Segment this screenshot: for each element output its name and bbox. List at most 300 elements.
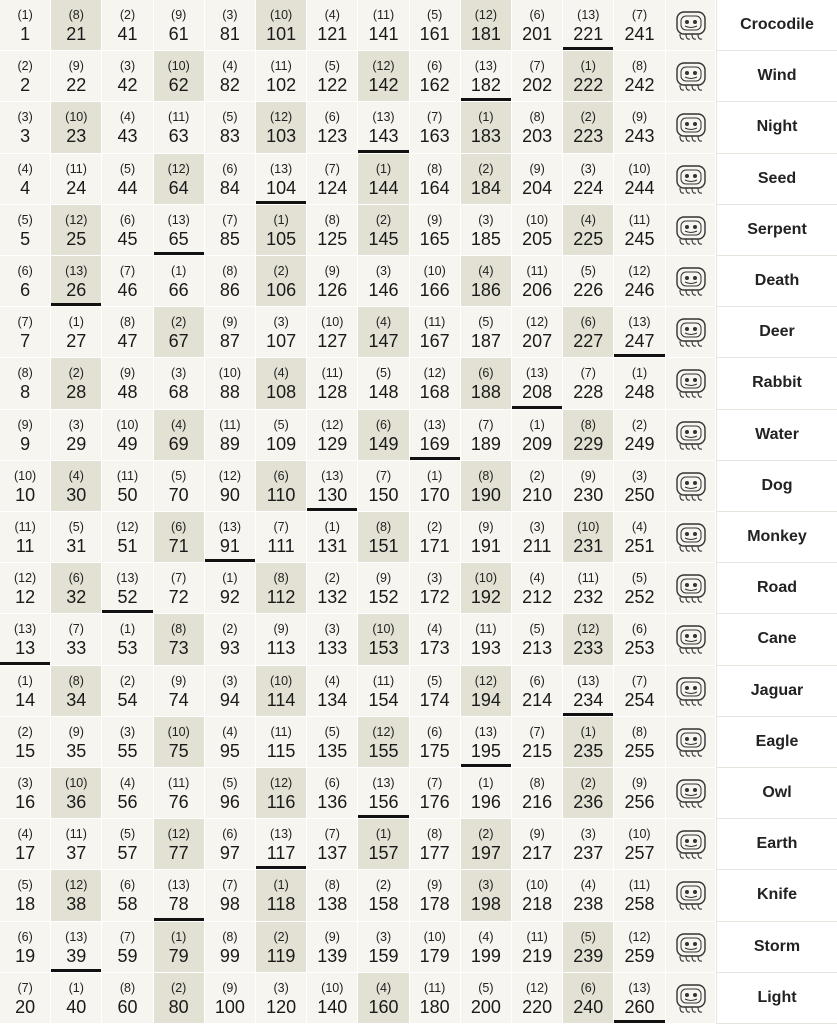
day-number: 203 [522, 126, 553, 147]
trecena-number: (6) [375, 417, 392, 432]
day-sign-name: Seed [716, 154, 837, 205]
trecena-number: (12) [65, 212, 88, 227]
trecena-number: (8) [375, 520, 392, 534]
trecena-number: (4) [529, 571, 545, 586]
day-cell [154, 256, 205, 307]
day-number: 189 [470, 433, 501, 454]
day-number: 75 [168, 740, 189, 761]
trecena-number: (11) [168, 110, 190, 125]
day-number: 42 [117, 75, 138, 96]
trecena-number: (6) [324, 110, 340, 125]
trecena-number: (8) [222, 264, 238, 278]
day-sign-name: Water [716, 410, 837, 461]
day-number: 255 [624, 740, 655, 761]
day-number: 205 [522, 228, 553, 249]
day-number: 175 [419, 740, 450, 761]
day-cell [102, 768, 153, 819]
trecena-number: (3) [375, 264, 392, 278]
day-cell [205, 358, 256, 409]
day-cell [512, 819, 563, 870]
day-number: 51 [117, 536, 138, 556]
day-cell [512, 205, 563, 256]
rabbit-glyph-icon [666, 358, 716, 409]
day-cell [0, 205, 51, 256]
trecena-number: (3) [17, 776, 33, 790]
trecena-number: (10) [218, 366, 241, 381]
day-number: 97 [219, 843, 240, 864]
day-cell [461, 717, 512, 768]
trecena-number: (10) [423, 264, 446, 278]
trecena-number: (7) [580, 366, 596, 381]
day-sign-name: Eagle [716, 717, 837, 768]
day-cell [461, 614, 512, 665]
trecena-number: (12) [628, 264, 651, 278]
day-cell [154, 0, 205, 51]
day-cell [563, 666, 614, 717]
trecena-number: (7) [119, 929, 136, 944]
day-cell [205, 870, 256, 921]
day-number: 150 [368, 484, 399, 505]
day-sign-name: Serpent [716, 205, 837, 256]
day-number: 225 [573, 228, 604, 249]
day-cell [51, 307, 102, 358]
day-number: 207 [522, 331, 553, 352]
trecena-number: (7) [529, 59, 545, 74]
trecena-number: (11) [65, 827, 87, 842]
day-number: 16 [15, 792, 36, 812]
day-cell [563, 768, 614, 819]
day-cell [410, 410, 461, 461]
day-number: 116 [266, 792, 296, 812]
day-cell [410, 666, 461, 717]
day-number: 183 [470, 126, 501, 147]
day-cell [205, 666, 256, 717]
day-cell [102, 358, 153, 409]
trecena-number: (3) [17, 110, 33, 125]
day-number: 33 [66, 638, 87, 659]
trecena-number: (3) [68, 417, 84, 432]
trecena-number: (9) [68, 724, 84, 739]
day-number: 72 [168, 587, 189, 608]
day-number: 260 [624, 996, 655, 1017]
day-cell [205, 512, 256, 563]
day-number: 129 [317, 433, 348, 454]
trecena-number: (12) [372, 59, 395, 74]
day-number: 194 [470, 689, 501, 710]
day-cell [358, 666, 409, 717]
trecena-number: (5) [68, 520, 84, 534]
day-number: 59 [117, 945, 138, 966]
trecena-number: (4) [427, 622, 443, 637]
trecena-number: (5) [631, 571, 648, 586]
trecena-number: (1) [273, 878, 289, 893]
trecena-number: (11) [65, 161, 87, 176]
day-number: 172 [419, 587, 450, 608]
day-cell [512, 256, 563, 307]
day-cell [307, 717, 358, 768]
day-number: 136 [317, 792, 348, 812]
day-cell [358, 461, 409, 512]
trecena-number: (1) [324, 520, 340, 534]
day-cell [51, 102, 102, 153]
day-number: 13 [15, 638, 36, 659]
day-cell [102, 819, 153, 870]
trecena-number: (8) [478, 468, 494, 483]
storm-glyph-icon [666, 922, 716, 973]
day-number: 117 [266, 843, 296, 864]
day-cell [154, 614, 205, 665]
day-number: 144 [368, 177, 399, 198]
day-cell [205, 922, 256, 973]
trecena-number: (2) [529, 468, 545, 483]
day-cell [307, 512, 358, 563]
day-number: 110 [266, 484, 296, 505]
trecena-number: (13) [577, 673, 600, 688]
day-cell [307, 205, 358, 256]
trecena-number: (6) [119, 878, 136, 893]
day-number: 227 [573, 331, 604, 352]
day-number: 46 [117, 280, 138, 300]
trecena-number: (4) [324, 673, 340, 688]
day-number: 27 [66, 331, 87, 352]
trecena-number: (3) [273, 980, 289, 995]
trecena-number: (8) [427, 161, 443, 176]
trecena-number: (13) [474, 59, 497, 74]
trecena-number: (11) [526, 264, 548, 278]
trecena-number: (8) [529, 776, 545, 790]
day-number: 127 [317, 331, 348, 352]
day-cell [461, 256, 512, 307]
day-cell [358, 102, 409, 153]
trecena-number: (5) [529, 622, 545, 637]
day-number: 112 [266, 587, 296, 608]
light-glyph-icon [666, 973, 716, 1024]
day-cell [256, 922, 307, 973]
day-number: 235 [573, 740, 604, 761]
day-cell [154, 666, 205, 717]
day-number: 22 [66, 75, 87, 96]
day-number: 179 [419, 945, 450, 966]
day-cell [614, 922, 665, 973]
day-cell [461, 512, 512, 563]
day-cell [0, 512, 51, 563]
day-number: 96 [219, 792, 240, 812]
day-cell [461, 205, 512, 256]
trecena-number: (10) [525, 878, 549, 893]
trecena-number: (13) [269, 827, 293, 842]
day-number: 17 [15, 843, 36, 864]
day-number: 240 [573, 996, 604, 1017]
day-cell [307, 461, 358, 512]
day-cell [154, 410, 205, 461]
day-cell [102, 51, 153, 102]
trecena-number: (11) [270, 724, 292, 739]
day-cell [614, 154, 665, 205]
day-sign-name: Road [716, 563, 837, 614]
day-cell [102, 256, 153, 307]
day-number: 31 [66, 536, 87, 556]
trecena-number: (2) [17, 59, 33, 74]
day-number: 64 [168, 177, 189, 198]
trecena-number: (10) [65, 110, 88, 125]
day-cell [0, 461, 51, 512]
trecena-number: (7) [273, 520, 289, 534]
trecena-number: (12) [116, 520, 139, 534]
trecena-number: (6) [580, 315, 596, 330]
day-number: 70 [168, 484, 189, 505]
day-cell [358, 819, 409, 870]
trecena-number: (9) [222, 315, 238, 330]
trecena-number: (2) [119, 673, 136, 688]
trecena-number: (4) [375, 980, 392, 995]
trecena-number: (9) [375, 571, 392, 586]
day-number: 248 [624, 382, 655, 403]
day-cell [358, 563, 409, 614]
day-number: 178 [419, 894, 450, 915]
day-number: 198 [470, 894, 501, 915]
day-number: 163 [419, 126, 450, 147]
day-cell [256, 0, 307, 51]
day-number: 88 [219, 382, 240, 403]
day-cell [205, 205, 256, 256]
day-number: 55 [117, 740, 138, 761]
day-cell [256, 768, 307, 819]
trecena-number: (7) [17, 980, 33, 995]
day-number: 237 [573, 843, 604, 864]
day-cell [410, 768, 461, 819]
trecena-number: (13) [628, 315, 651, 330]
day-cell [0, 922, 51, 973]
day-cell [307, 410, 358, 461]
day-number: 48 [117, 382, 138, 403]
day-cell [358, 51, 409, 102]
day-number: 258 [624, 894, 655, 915]
day-number: 216 [522, 792, 553, 812]
deer-glyph-icon [666, 307, 716, 358]
day-cell [512, 154, 563, 205]
day-number: 214 [522, 689, 553, 710]
trecena-number: (12) [525, 315, 549, 330]
trecena-number: (11) [116, 468, 139, 483]
day-cell [512, 102, 563, 153]
trecena-number: (11) [424, 980, 446, 995]
day-number: 212 [522, 587, 553, 608]
day-number: 137 [317, 843, 348, 864]
trecena-number: (2) [478, 161, 494, 176]
day-cell [410, 922, 461, 973]
owl-glyph-icon [666, 768, 716, 819]
day-cell [614, 410, 665, 461]
day-cell [512, 563, 563, 614]
trecena-number: (7) [478, 417, 494, 432]
day-cell [102, 102, 153, 153]
day-cell [51, 512, 102, 563]
day-number: 102 [266, 75, 297, 96]
day-number: 113 [266, 638, 296, 659]
trecena-number: (8) [631, 724, 648, 739]
trecena-number: (13) [167, 878, 190, 893]
crocodile-glyph-icon [666, 0, 716, 51]
day-number: 164 [419, 177, 450, 198]
day-number: 180 [419, 996, 450, 1017]
day-number: 149 [368, 433, 399, 454]
day-cell [461, 0, 512, 51]
day-cell [461, 307, 512, 358]
day-number: 165 [419, 228, 450, 249]
trecena-number: (10) [474, 571, 497, 586]
day-number: 63 [168, 126, 189, 147]
day-number: 80 [168, 996, 189, 1017]
day-cell [307, 102, 358, 153]
monkey-glyph-icon [666, 512, 716, 563]
trecena-number: (9) [631, 776, 648, 790]
trecena-number: (7) [631, 673, 648, 688]
trecena-number: (3) [273, 315, 289, 330]
trecena-number: (2) [222, 622, 238, 637]
trecena-number: (9) [427, 878, 443, 893]
day-number: 126 [317, 280, 348, 300]
day-number: 79 [168, 945, 189, 966]
day-number: 141 [368, 24, 399, 44]
trecena-number: (5) [580, 929, 596, 944]
day-cell [461, 358, 512, 409]
day-number: 84 [219, 177, 240, 198]
day-sign-name: Cane [716, 614, 837, 665]
trecena-number: (1) [119, 622, 136, 637]
day-cell [307, 768, 358, 819]
day-number: 167 [419, 331, 450, 352]
day-number: 66 [168, 280, 189, 300]
day-number: 209 [522, 433, 553, 454]
day-number: 171 [419, 536, 450, 556]
day-number: 241 [624, 24, 655, 44]
trecena-number: (1) [478, 110, 494, 125]
day-cell [614, 102, 665, 153]
day-cell [614, 666, 665, 717]
day-number: 8 [20, 382, 31, 403]
day-number: 74 [168, 689, 189, 710]
trecena-number: (10) [628, 161, 651, 176]
trecena-number: (6) [273, 468, 289, 483]
day-number: 146 [368, 280, 399, 300]
trecena-number: (11) [475, 622, 497, 637]
day-cell [563, 614, 614, 665]
trecena-number: (4) [631, 520, 648, 534]
trecena-number: (11) [628, 878, 651, 893]
trecena-number: (2) [478, 827, 494, 842]
day-number: 6 [20, 280, 31, 300]
day-number: 215 [522, 740, 553, 761]
trecena-number: (7) [427, 776, 443, 790]
day-number: 95 [219, 740, 240, 761]
trecena-number: (12) [474, 673, 497, 688]
day-cell [410, 256, 461, 307]
trecena-number: (11) [219, 417, 241, 432]
day-cell [358, 0, 409, 51]
night-glyph-icon [666, 102, 716, 153]
day-cell [512, 614, 563, 665]
day-number: 1 [20, 24, 31, 44]
day-cell [256, 614, 307, 665]
day-number: 28 [66, 382, 87, 403]
day-cell [51, 819, 102, 870]
trecena-number: (5) [324, 59, 340, 74]
day-cell [410, 614, 461, 665]
day-number: 50 [117, 484, 138, 505]
trecena-number: (4) [222, 59, 238, 74]
trecena-number: (11) [14, 520, 36, 534]
day-number: 89 [219, 433, 240, 454]
day-number: 122 [317, 75, 348, 96]
day-cell [512, 410, 563, 461]
day-cell [256, 154, 307, 205]
cane-glyph-icon [666, 614, 716, 665]
trecena-number: (12) [321, 417, 344, 432]
day-number: 234 [573, 689, 604, 710]
day-number: 12 [15, 587, 36, 608]
trecena-number: (1) [580, 724, 596, 739]
day-cell [205, 563, 256, 614]
day-cell [461, 768, 512, 819]
day-cell [410, 461, 461, 512]
day-number: 190 [470, 484, 501, 505]
day-sign-name: Rabbit [716, 358, 837, 409]
trecena-number: (13) [525, 366, 549, 381]
day-number: 159 [368, 945, 399, 966]
day-number: 250 [624, 484, 655, 505]
day-sign-name: Dog [716, 461, 837, 512]
day-number: 185 [470, 228, 501, 249]
day-cell [102, 205, 153, 256]
trecena-number: (1) [427, 468, 443, 483]
trecena-number: (5) [427, 8, 443, 22]
day-number: 26 [66, 280, 87, 300]
trecena-number: (8) [529, 110, 545, 125]
day-cell [563, 256, 614, 307]
trecena-number: (6) [17, 264, 33, 278]
day-cell [512, 0, 563, 51]
day-number: 125 [317, 228, 348, 249]
day-cell [51, 768, 102, 819]
day-cell [358, 256, 409, 307]
trecena-number: (5) [119, 161, 136, 176]
day-number: 233 [573, 638, 604, 659]
day-cell [51, 870, 102, 921]
day-number: 23 [66, 126, 87, 147]
day-sign-name: Monkey [716, 512, 837, 563]
day-cell [102, 0, 153, 51]
trecena-number: (13) [321, 468, 344, 483]
trecena-number: (6) [631, 622, 648, 637]
trecena-number: (9) [324, 929, 340, 944]
trecena-number: (5) [17, 878, 33, 893]
day-cell [563, 717, 614, 768]
day-cell [205, 717, 256, 768]
day-number: 254 [624, 689, 655, 710]
day-number: 187 [470, 331, 501, 352]
day-cell [102, 410, 153, 461]
day-cell [205, 102, 256, 153]
day-cell [102, 154, 153, 205]
day-number: 5 [20, 228, 31, 249]
trecena-number: (10) [628, 827, 651, 842]
earth-glyph-icon [666, 819, 716, 870]
day-number: 53 [117, 638, 138, 659]
trecena-number: (8) [68, 673, 84, 688]
trecena-number: (11) [168, 776, 190, 790]
trecena-number: (3) [580, 827, 596, 842]
day-number: 256 [624, 792, 655, 812]
